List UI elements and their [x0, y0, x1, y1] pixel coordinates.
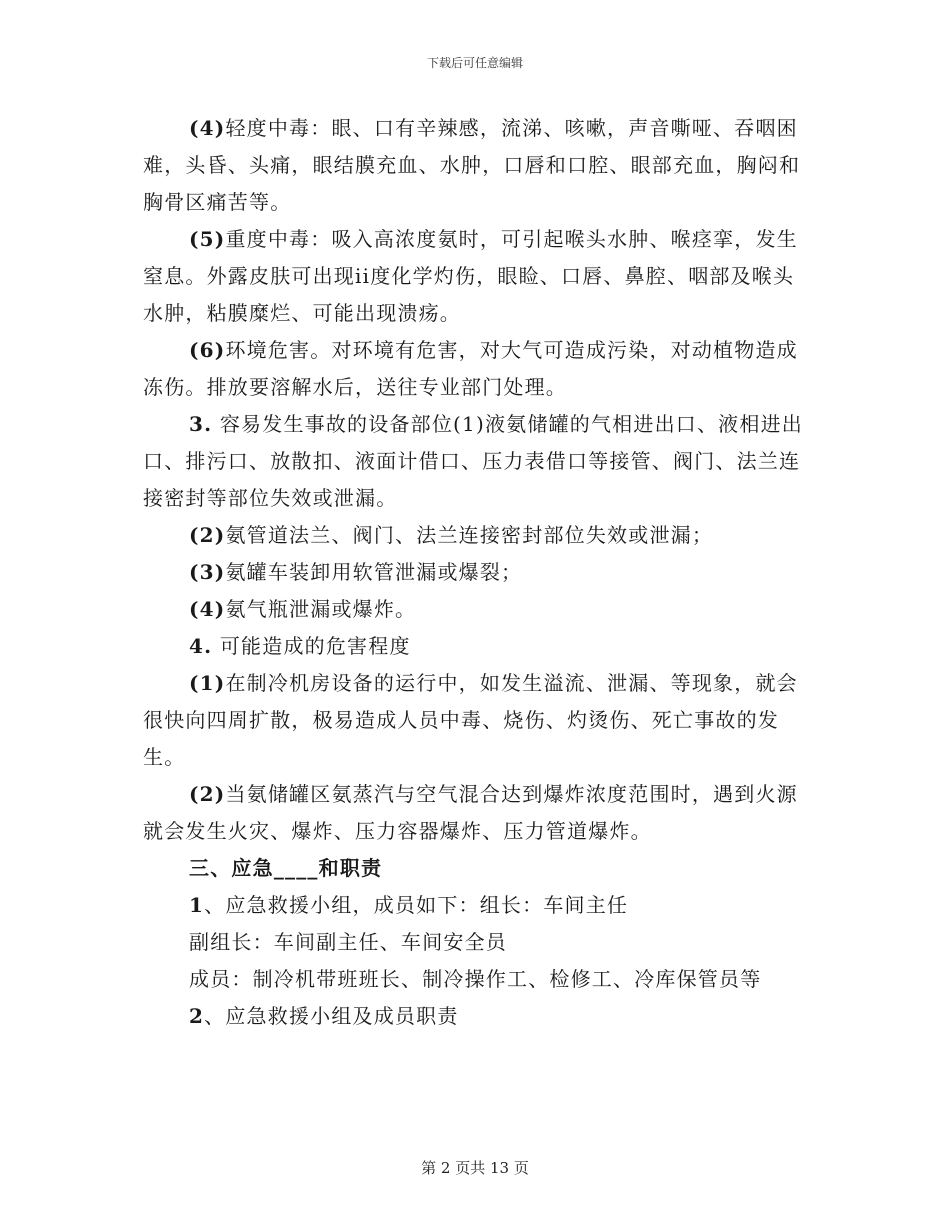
paragraph-text: 氨气瓶泄漏或爆炸。 [225, 597, 417, 621]
item-number: 2 [189, 1004, 205, 1028]
paragraph-severe-poisoning [143, 221, 809, 332]
list-item-members [143, 961, 809, 998]
section-heading-before: 三、应急 [189, 856, 274, 880]
paragraph-number: (2) [189, 523, 226, 547]
paragraph-number: (3) [189, 560, 226, 584]
paragraph-text: 重度中毒：吸入高浓度氨时，可引起喉头水肿、喉痉挛，发生窒息。外露皮肤可出现ii度化学灼伤，眼睑、口唇、鼻腔、咽部及喉头水肿，粘膜糜烂、可能出现溃疡。 [143, 227, 798, 325]
section-heading [143, 850, 809, 887]
paragraph-text: 在制冷机房设备的运行中，如发生溢流、泄漏、等现象，就会很快向四周扩散，极易造成人员中毒、烧伤、灼烫伤、死亡事故的发生。 [143, 671, 798, 769]
list-item-rescue-team [143, 887, 809, 924]
paragraph-text: 当氨储罐区氨蒸汽与空气混合达到爆炸浓度范围时，遇到火源就会发生火灾、爆炸、压力容器爆炸、压力管道爆炸。 [143, 782, 798, 843]
paragraph-tanker-hose [143, 554, 809, 591]
paragraph-text: 环境危害。对环境有危害，对大气可造成污染，对动植物造成冻伤。排放要溶解水后，送往专业部门处理。 [143, 338, 798, 399]
paragraph-explosion-risk [143, 776, 809, 850]
item-number: 1 [189, 893, 205, 917]
paragraph-hazard-degree-heading [143, 628, 809, 665]
paragraph-number: (1) [189, 671, 226, 695]
paragraph-equipment-locations [143, 406, 809, 517]
document-body [143, 110, 809, 1035]
list-item-deputy-leader [143, 924, 809, 961]
paragraph-number: 4. [189, 634, 213, 658]
paragraph-number: (4) [189, 116, 226, 140]
paragraph-text: 氨管道法兰、阀门、法兰连接密封部位失效或泄漏； [225, 523, 714, 547]
paragraph-number: (5) [189, 227, 226, 251]
paragraph-pipeline-leak [143, 517, 809, 554]
paragraph-number: 3. [189, 412, 213, 436]
section-heading-after: 和职责 [318, 856, 383, 880]
item-text: 成员：制冷机带班班长、制冷操作工、检修工、冷库保管员等 [189, 967, 762, 991]
paragraph-number: (2) [189, 782, 226, 806]
page-footer: 第 2 页共 13 页 [421, 1159, 529, 1177]
paragraph-mild-poisoning [143, 110, 809, 221]
paragraph-text: 轻度中毒：眼、口有辛辣感，流涕、咳嗽，声音嘶哑、吞咽困难，头昏、头痛，眼结膜充血、水肿，口唇和口腔、眼部充血，胸闷和胸骨区痛苦等。 [143, 116, 801, 214]
paragraph-number: (4) [189, 597, 226, 621]
item-text: 、应急救援小组及成员职责 [204, 1004, 459, 1028]
paragraph-cylinder-leak [143, 591, 809, 628]
paragraph-text: 可能造成的危害程度 [212, 634, 411, 658]
item-text: 、应急救援小组，成员如下：组长：车间主任 [204, 893, 629, 917]
paragraph-number: (6) [189, 338, 226, 362]
section-heading-blank: ____ [273, 856, 319, 880]
paragraph-text: 容易发生事故的设备部位(1)液氨储罐的气相进出口、液相进出口、排污口、放散扣、液面计借口、压力表借口等接管、阀门、法兰连接密封等部位失效或泄漏。 [143, 412, 803, 510]
page-header: 下载后可任意编辑 [426, 56, 523, 70]
paragraph-machine-room-risk [143, 665, 809, 776]
paragraph-text: 氨罐车装卸用软管泄漏或爆裂； [225, 560, 523, 584]
item-text: 副组长：车间副主任、车间安全员 [189, 930, 507, 954]
paragraph-environmental-hazard [143, 332, 809, 406]
list-item-duties [143, 998, 809, 1035]
